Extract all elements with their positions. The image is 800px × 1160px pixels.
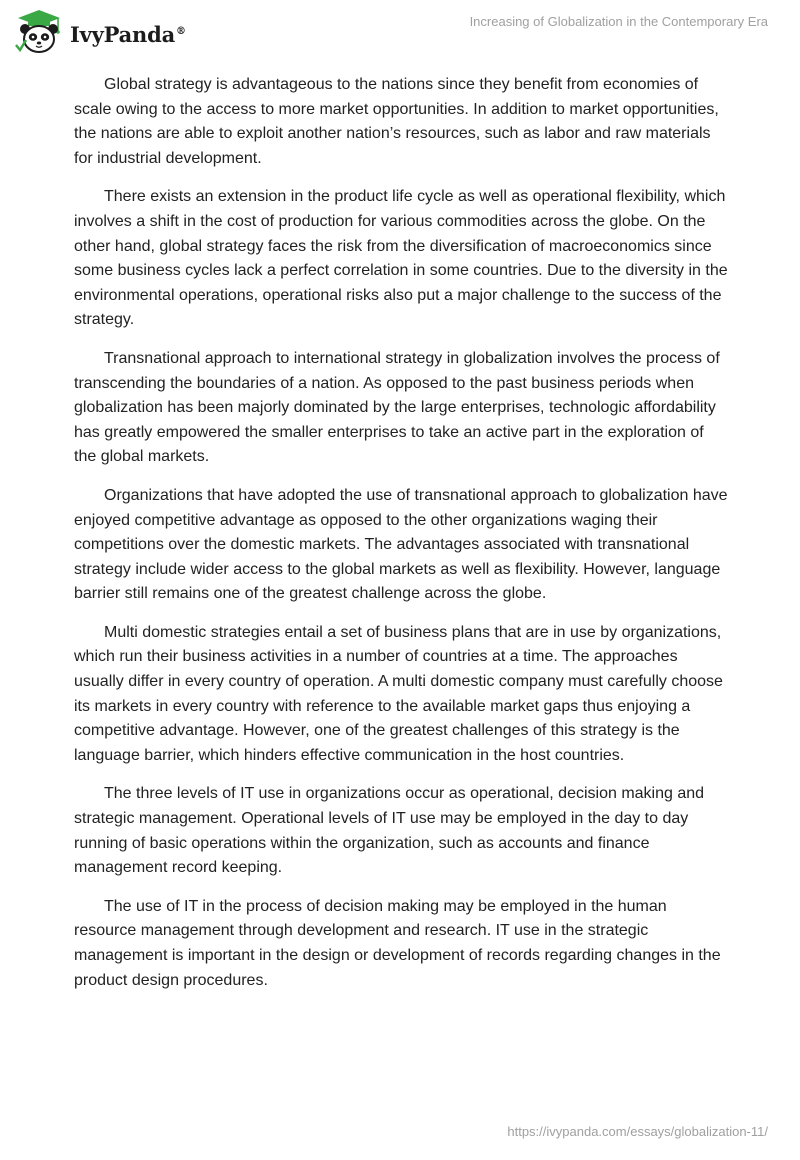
panda-graduate-icon bbox=[14, 9, 66, 55]
paragraph: The use of IT in the process of decision making may be employed in the human resource management through development and research. IT use in the strategic management is important in the design or development of records regarding changes in the product design procedures. bbox=[74, 897, 721, 989]
page-header bbox=[0, 0, 800, 64]
essay-body bbox=[74, 73, 730, 1007]
brand-name bbox=[70, 22, 186, 47]
paragraph: Transnational approach to international strategy in globalization involves the process of transcending the boundaries of a nation. As opposed to the past business periods when globalization has been majorly dominated by the large enterprises, technologic affordability has greatly empowered the smaller enterprises to take an active part in the exploration of the global markets. bbox=[74, 349, 720, 466]
brand-name-text: IvyPanda bbox=[70, 21, 176, 47]
registered-mark: ® bbox=[176, 25, 186, 37]
brand-logo[interactable] bbox=[14, 9, 186, 55]
document-title: Increasing of Globalization in the Contemporary Era bbox=[469, 14, 768, 29]
source-url[interactable]: https://ivypanda.com/essays/globalization-11/ bbox=[507, 1124, 768, 1139]
paragraph: Global strategy is advantageous to the nations since they benefit from economies of scale owing to the access to more market opportunities. In addition to market opportunities, the nations are able to exploit another nation’s resources, such as labor and raw materials for industrial development. bbox=[74, 76, 719, 167]
paragraph: Multi domestic strategies entail a set of business plans that are in use by organizations, which run their business activities in a number of countries at a time. The approaches usually differ in every country of operation. A multi domestic company must carefully choose its markets in every country with reference to the available market gaps thus enjoying a competitive advantage. However, one of the greatest challenges of this strategy is the language barrier, which hinders effective communication in the host countries. bbox=[74, 623, 723, 764]
paragraph: The three levels of IT use in organizations occur as operational, decision making and strategic management. Operational levels of IT use may be employed in the day to day running of basic operations within the organization, such as accounts and finance management record keeping. bbox=[74, 785, 705, 877]
paragraph: Organizations that have adopted the use of transnational approach to globalization have enjoyed competitive advantage as opposed to the other organizations waging their competitions over the domestic markets. The advantages associated with transnational strategy include wider access to the global markets as well as flexibility. However, language barrier still remains one of the greatest challenge across the globe. bbox=[74, 486, 728, 603]
paragraph: There exists an extension in the product life cycle as well as operational flexibility, which involves a shift in the cost of production for various commodities across the globe. On the other hand, global strategy faces the risk from the diversification of macroeconomics since some business cycles lack a perfect correlation in some countries. Due to the diversity in the environmental operations, operational risks also put a major challenge to the success of the strategy. bbox=[74, 188, 728, 329]
